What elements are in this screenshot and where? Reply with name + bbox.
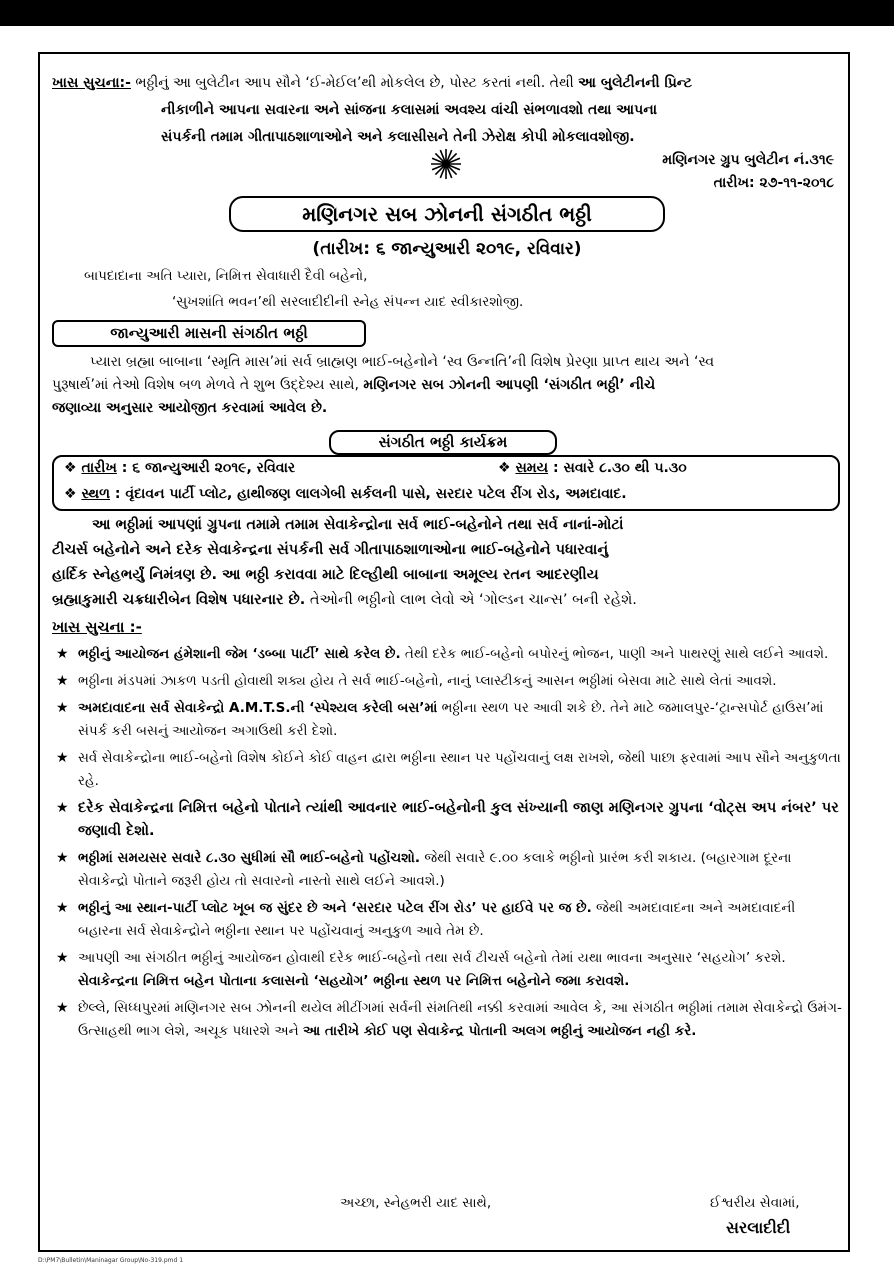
item-bold: આ તારીખે કોઈ પણ સેવાકેન્દ્ર પોતાની અલગ ભઠ્ઠીનું આયોજન નહી કરે. — [302, 1023, 697, 1039]
list-item — [50, 697, 842, 743]
diamond-bullet-icon: ❖ — [64, 460, 77, 476]
instruction-list — [50, 643, 842, 1047]
list-item — [50, 797, 842, 843]
item-text: ભઠ્ઠીના મંડપમાં ઝાકળ પડતી હોવાથી શક્ય હોય તે સર્વ ભાઈ-બહેનો, નાનું પ્લાસ્ટીકનું આસન ભઠ્ઠીમાં બેસવા માટે સાથે લેતાં આવશે. — [78, 673, 777, 689]
item-bold: અમદાવાદના સર્વ સેવાકેન્દ્રો A.M.T.S.ની ‘સ્પેશ્યલ કરેલી બસ’માં — [78, 700, 438, 716]
list-item — [50, 897, 842, 943]
invite-paragraph — [52, 513, 840, 613]
notice-text: ભઠ્ઠીનું આ બુલેટીન આપ સૌને ‘ઈ-મેઈલ’થી મોકલેલ છે, પોસ્ટ કરતાં નથી. તેથી — [135, 75, 579, 91]
star-bullet-icon: ★ — [56, 1000, 69, 1016]
notice-line-1 — [52, 70, 842, 97]
star-bullet-icon: ★ — [56, 750, 69, 766]
star-bullet-icon: ★ — [56, 900, 69, 916]
time-value: : સવારે ૮.૩૦ થી ૫.૩૦ — [548, 460, 687, 476]
service-line: ઈશ્વરીય સેવામાં, — [710, 1195, 800, 1211]
special-heading: ખાસ સુચના :- — [52, 618, 142, 636]
item-text: સર્વ સેવાકેન્દ્રોના ભાઈ-બહેનો વિશેષ કોઈને કોઈ વાહન દ્વારા ભઠ્ઠીના સ્થાન પર પહોંચવાનું લક્ષ રાખશે, જેથી પાછા ફરવામાં આપ સૌને અનુકુળતા રહે. — [78, 750, 841, 789]
notice-line-3: સંપર્કની તમામ ગીતાપાઠશાળાઓને અને કલાસીસને તેની ઝેરોક્ષ કોપી મોકલાવશોજી. — [161, 129, 635, 145]
page-title: મણિનગર સબ ઝોનની સંગઠીત ભઠ્ઠી — [229, 196, 665, 232]
item-bold: ભઠ્ઠીનું આ સ્થાન-પાર્ટી પ્લોટ ખૂબ જ સુંદર છે અને ‘સરદાર પટેલ રીંગ રોડ’ પર હાઈવે પર જ છે. — [78, 900, 592, 916]
program-date — [64, 460, 295, 476]
star-bullet-icon: ★ — [56, 850, 69, 866]
notice-label: ખાસ સુચના:- — [52, 75, 131, 91]
item-bold: દરેક સેવાકેન્દ્રના નિમિત્ત બહેનો પોતાને ત્યાંથી આવનાર ભાઈ-બહેનોની કુલ સંખ્યાની જાણ મણિનગર ગ્રુપના ‘વોટ્સ અપ નંબર’ પર જણાવી દેશો. — [78, 800, 839, 839]
item-bold: સેવાકેન્દ્રના નિમિત્ત બહેન પોતાના કલાસનો ‘સહયોગ’ ભઠ્ઠીના સ્થળ પર નિમિત્ત બહેનોને જમા કરાવશે. — [78, 973, 630, 989]
intro-paragraph — [52, 351, 840, 420]
program-place — [64, 486, 627, 502]
greeting-line-1: બાપદાદાના અતિ પ્યારા, નિમિત્ત સેવાધારી દૈવી બહેનો, — [84, 268, 368, 284]
item-text: ભઠ્ઠીના સ્થળ પર આવી શકે છે. તેને માટે જમાલપુર-‘ટ્રાન્સપોર્ટ હાઉસ’માં સંપર્ક કરી બસનું આયોજન અગાઉથી કરી દેશો. — [78, 700, 824, 739]
star-bullet-icon: ★ — [56, 673, 69, 689]
list-item — [50, 847, 842, 893]
date-label: તારીખ — [81, 460, 117, 476]
item-text: તેથી દરેક ભાઈ-બહેનો બપોરનું ભોજન, પાણી અને પાથરણું સાથે લઈને આવશે. — [400, 646, 829, 662]
intro-line-3: જણાવ્યા અનુસાર આયોજીત કરવામાં આવેલ છે. — [52, 400, 328, 416]
bulletin-date: તારીખ: ૨૭-૧૧-૨૦૧૮ — [713, 175, 834, 191]
item-text: છેલ્લે, સિધ્ધપુરમાં મણિનગર સબ ઝોનની થયેલ મીટીંગમાં સર્વની સંમતિથી નક્કી કરવામાં આવેલ કે, આ સંગઠીત ભઠ્ઠીમાં તમામ સેવાકેન્દ્રો ઉમંગ-ઉત્સાહથી ભાગ લેશે, અચૂક પધારશે અને — [78, 1000, 842, 1039]
footer-path: D:\PM7\Bulletin\Maninagar Group\No-319.pmd 1 — [38, 1257, 184, 1264]
list-item — [50, 947, 842, 993]
section-heading: જાન્યુઆરી માસની સંગઠીત ભઠ્ઠી — [52, 320, 366, 347]
bulletin-ref: મણિનગર ગ્રુપ બુલેટીન નં.૩૧૯ — [662, 152, 834, 168]
program-box — [52, 455, 840, 511]
intro-line-1: પ્યારા બ્રહ્મા બાબાના ‘સ્મૃતિ માસ’માં સર્વ બ્રાહ્મણ ભાઈ-બહેનોને ‘સ્વ ઉન્નતિ’ની વિશેષ પ્રેરણા પ્રાપ્ત થાય અને ‘સ્વ — [90, 354, 715, 370]
notice-bold: આ બુલેટીનની પ્રિન્ટ — [578, 75, 692, 91]
date-value: : ૬ જાન્યુઆરી ૨૦૧૯, રવિવાર — [116, 460, 296, 476]
list-item — [50, 643, 842, 666]
intro-line-2 — [52, 374, 840, 397]
time-label: સમય — [515, 460, 549, 476]
program-heading: સંગઠીત ભઠ્ઠી કાર્યક્રમ — [329, 430, 557, 455]
closing-line: અચ્છા, સ્નેહભરી યાદ સાથે, — [340, 1195, 492, 1211]
place-label: સ્થળ — [81, 486, 111, 502]
item-text: જેથી અમદાવાદના અને અમદાવાદની બહારના સર્વ સેવાકેન્દ્રોને ભઠ્ઠીના સ્થાન પર પહોંચવાનું અનુકુળ આવે તેમ છે. — [78, 900, 796, 939]
greeting-line-2: ‘સુખશાંતિ ભવન’થી સરલાદીદીની સ્નેહ સંપન્ન યાદ સ્વીકારશોજી. — [172, 294, 524, 310]
diamond-bullet-icon: ❖ — [64, 486, 77, 502]
star-bullet-icon: ★ — [56, 800, 69, 816]
page-subtitle: (તારીખ: ૬ જાન્યુઆરી ૨૦૧૯, રવિવાર) — [312, 239, 582, 259]
intro-line-2b: મણિનગર સબ ઝોનની આપણી ‘સંગઠીત ભઠ્ઠી’ નીચે — [363, 377, 656, 393]
notice-line-2: નીકાળીને આપના સવારના અને સાંજના કલાસમાં અવશ્ય વાંચી સંભળાવશો તથા આપના — [161, 102, 658, 118]
diamond-bullet-icon: ❖ — [498, 460, 511, 476]
invite-line-2: ટીચર્સ બહેનોને અને દરેક સેવાકેન્દ્રના સંપર્કની સર્વ ગીતાપાઠશાળાઓના ભાઈ-બહેનોને પધારવાનું — [52, 542, 609, 558]
invite-line-4 — [52, 588, 840, 613]
signature: સરલાદીદી — [726, 1218, 791, 1237]
program-time — [498, 460, 687, 476]
item-bold: ભઠ્ઠીમાં સમયસર સવારે ૮.૩૦ સુધીમાં સૌ ભાઈ-બહેનો પહોંચશો. — [78, 850, 421, 866]
invite-line-4b: તેઓની ભઠ્ઠીનો લાભ લેવો એ ‘ગોલ્ડન ચાન્સ’ બની રહેશે. — [305, 592, 637, 608]
intro-line-2a: પુરૂષાર્થ’માં તેઓ વિશેષ બળ મેળવે તે શુભ ઉદ્દેશ્ય સાથે, — [52, 377, 364, 393]
invite-line-3: હાર્દિક સ્નેહભર્યું નિમંત્રણ છે. આ ભઠ્ઠી કરાવવા માટે દિલ્હીથી બાબાના અમૂલ્ય રતન આદરણીય — [52, 567, 599, 583]
invite-line-1: આ ભઠ્ઠીમાં આપણાં ગ્રુપના તમામે તમામ સેવાકેન્દ્રોના સર્વ ભાઈ-બહેનોને તથા સર્વ નાનાં-મોટાં — [92, 517, 624, 533]
star-emblem-icon — [430, 148, 462, 180]
star-bullet-icon: ★ — [56, 646, 69, 662]
item-bold: ભઠ્ઠીનું આયોજન હંમેશાની જેમ ‘ડબ્બા પાર્ટી’ સાથે કરેલ છે. — [78, 646, 401, 662]
item-text: આપણી આ સંગઠીત ભઠ્ઠીનું આયોજન હોવાથી દરેક ભાઈ-બહેનો તથા સર્વ ટીચર્સ બહેનો તેમાં યથા ભાવના અનુસાર ‘સહયોગ’ કરશે. — [78, 950, 786, 966]
list-item — [50, 747, 842, 793]
item-text: જેથી સવારે ૯.૦૦ કલાકે ભઠ્ઠીનો પ્રારંભ કરી શકાય. (બહારગામ દૂરના સેવાકેન્દ્રો પોતાને જરૂરી હોય તો સવારનો નાસ્તો સાથે લઈને આવશે.) — [78, 850, 792, 889]
star-bullet-icon: ★ — [56, 950, 69, 966]
invite-line-4a: બ્રહ્માકુમારી ચક્રધારીબેન વિશેષ પધારનાર છે. — [52, 592, 306, 608]
list-item — [50, 997, 842, 1043]
place-value: : વૃંદાવન પાર્ટી પ્લોટ, હાથીજણ લાલગેબી સર્કલની પાસે, સરદાર પટેલ રીંગ રોડ, અમદાવાદ. — [110, 486, 627, 502]
notice-block — [52, 70, 842, 151]
list-item — [50, 670, 842, 693]
top-black-bar — [0, 0, 894, 26]
star-bullet-icon: ★ — [56, 700, 69, 716]
